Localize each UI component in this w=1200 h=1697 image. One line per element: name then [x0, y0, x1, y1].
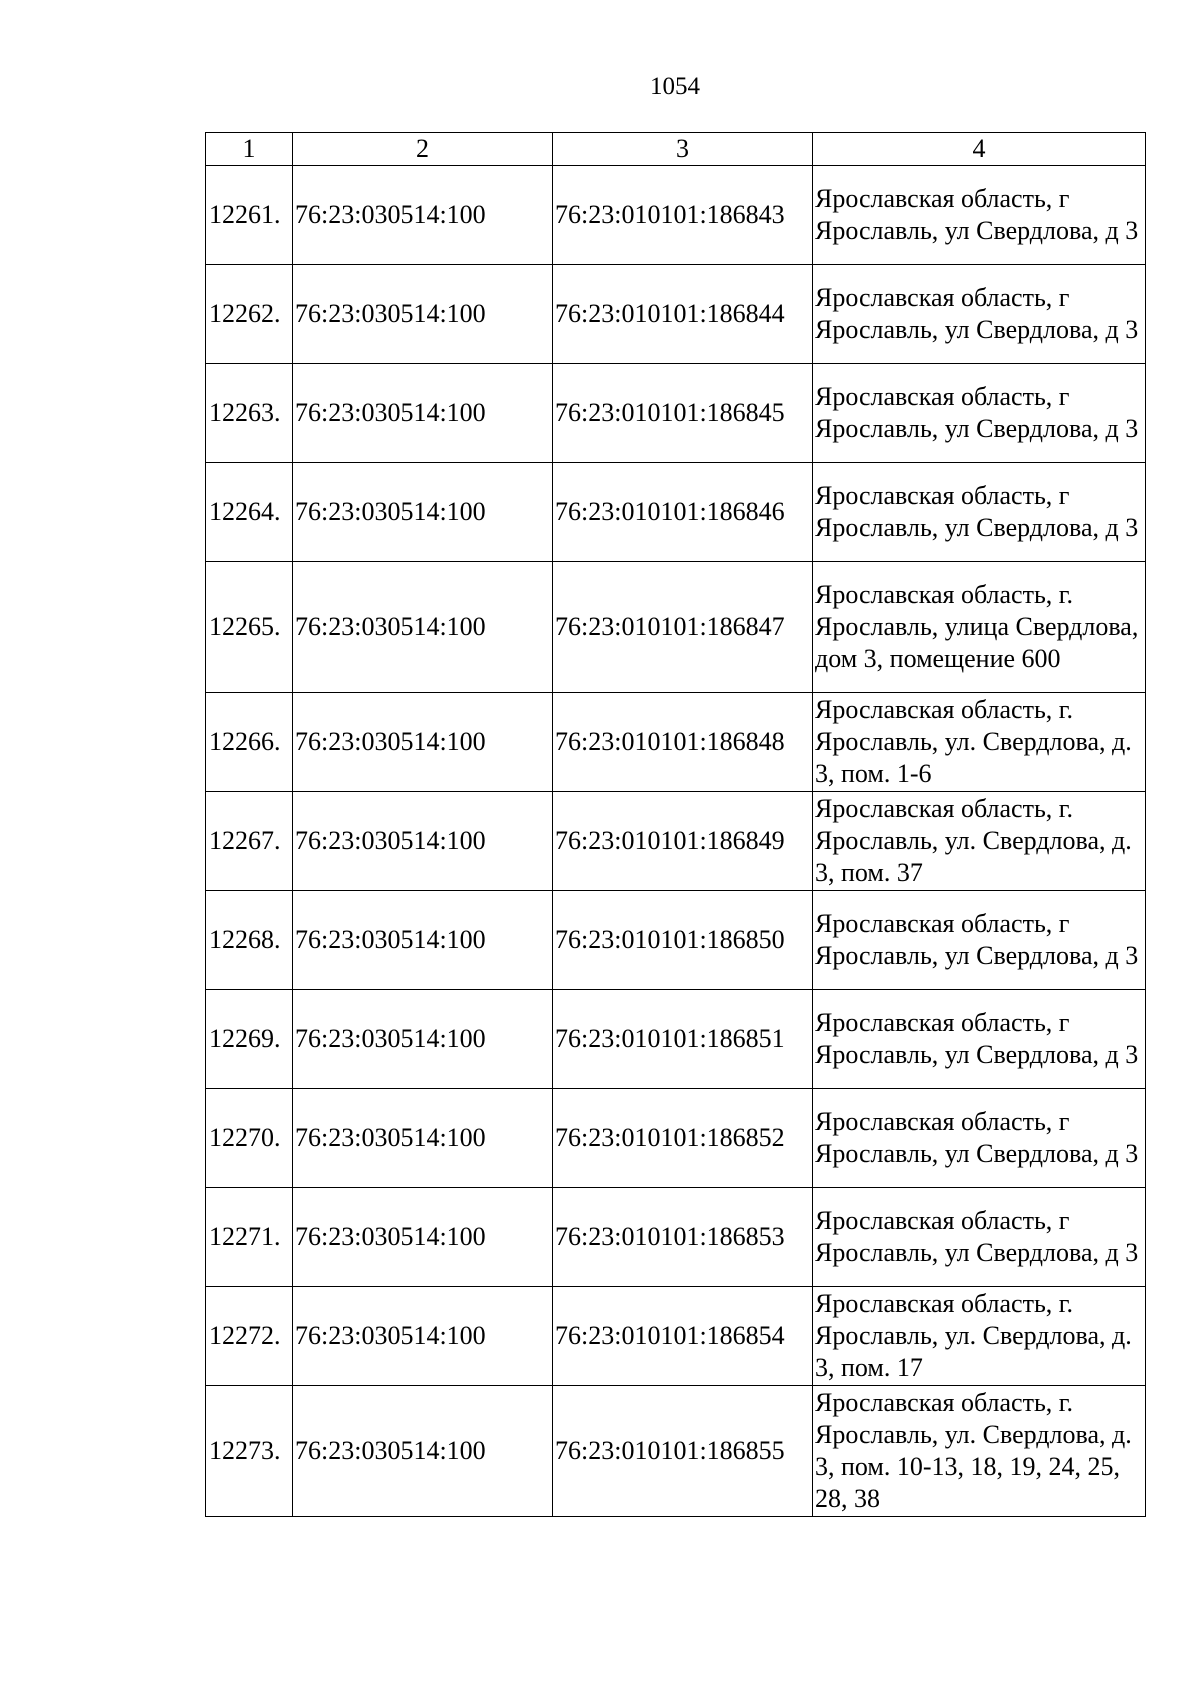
table-row [206, 1188, 1146, 1287]
cadastral-number-parcel: 76:23:030514:100 [293, 166, 553, 265]
address: Ярославская область, г Ярославль, ул Свердлова, д 3 [813, 1188, 1146, 1287]
row-number: 12268. [206, 891, 293, 990]
address: Ярославская область, г Ярославль, ул Свердлова, д 3 [813, 1089, 1146, 1188]
cadastral-number-parcel: 76:23:030514:100 [293, 265, 553, 364]
table-row [206, 265, 1146, 364]
table-row [206, 891, 1146, 990]
address: Ярославская область, г Ярославль, ул Свердлова, д 3 [813, 990, 1146, 1089]
cadastral-number-object: 76:23:010101:186852 [553, 1089, 813, 1188]
cadastral-number-object: 76:23:010101:186851 [553, 990, 813, 1089]
address: Ярославская область, г Ярославль, ул Свердлова, д 3 [813, 166, 1146, 265]
address: Ярославская область, г. Ярославль, ул. Свердлова, д. 3, пом. 37 [813, 792, 1146, 891]
cadastral-number-parcel: 76:23:030514:100 [293, 1287, 553, 1386]
header-cell-1: 1 [206, 133, 293, 166]
cadastral-number-object: 76:23:010101:186845 [553, 364, 813, 463]
header-cell-3: 3 [553, 133, 813, 166]
cadastral-number-object: 76:23:010101:186847 [553, 562, 813, 693]
row-number: 12266. [206, 693, 293, 792]
table-row [206, 693, 1146, 792]
address: Ярославская область, г Ярославль, ул Свердлова, д 3 [813, 891, 1146, 990]
cadastral-number-parcel: 76:23:030514:100 [293, 990, 553, 1089]
cadastral-number-parcel: 76:23:030514:100 [293, 364, 553, 463]
table-row [206, 463, 1146, 562]
table-row [206, 792, 1146, 891]
cadastral-number-object: 76:23:010101:186846 [553, 463, 813, 562]
cadastral-number-parcel: 76:23:030514:100 [293, 1089, 553, 1188]
address: Ярославская область, г. Ярославль, ул. Свердлова, д. 3, пом. 1-6 [813, 693, 1146, 792]
row-number: 12267. [206, 792, 293, 891]
table-header-row [206, 133, 1146, 166]
row-number: 12273. [206, 1386, 293, 1517]
address: Ярославская область, г. Ярославль, ул. Свердлова, д. 3, пом. 10-13, 18, 19, 24, 25, 28, 38 [813, 1386, 1146, 1517]
address: Ярославская область, г. Ярославль, ул. Свердлова, д. 3, пом. 17 [813, 1287, 1146, 1386]
header-cell-2: 2 [293, 133, 553, 166]
cadastral-number-parcel: 76:23:030514:100 [293, 891, 553, 990]
page-number: 1054 [650, 73, 700, 100]
row-number: 12270. [206, 1089, 293, 1188]
cadastral-number-object: 76:23:010101:186853 [553, 1188, 813, 1287]
address: Ярославская область, г Ярославль, ул Свердлова, д 3 [813, 364, 1146, 463]
cadastral-number-object: 76:23:010101:186854 [553, 1287, 813, 1386]
table-row [206, 364, 1146, 463]
registry-table [205, 132, 1146, 1517]
address: Ярославская область, г Ярославль, ул Свердлова, д 3 [813, 265, 1146, 364]
address: Ярославская область, г. Ярославль, улица Свердлова, дом 3, помещение 600 [813, 562, 1146, 693]
table-row [206, 1386, 1146, 1517]
table-row [206, 166, 1146, 265]
cadastral-number-object: 76:23:010101:186848 [553, 693, 813, 792]
cadastral-number-object: 76:23:010101:186855 [553, 1386, 813, 1517]
table-row [206, 562, 1146, 693]
cadastral-number-parcel: 76:23:030514:100 [293, 463, 553, 562]
table-row [206, 990, 1146, 1089]
row-number: 12262. [206, 265, 293, 364]
row-number: 12272. [206, 1287, 293, 1386]
header-cell-4: 4 [813, 133, 1146, 166]
row-number: 12271. [206, 1188, 293, 1287]
row-number: 12261. [206, 166, 293, 265]
row-number: 12269. [206, 990, 293, 1089]
table-row [206, 1089, 1146, 1188]
address: Ярославская область, г Ярославль, ул Свердлова, д 3 [813, 463, 1146, 562]
cadastral-number-object: 76:23:010101:186850 [553, 891, 813, 990]
row-number: 12264. [206, 463, 293, 562]
cadastral-number-parcel: 76:23:030514:100 [293, 1386, 553, 1517]
row-number: 12265. [206, 562, 293, 693]
cadastral-number-object: 76:23:010101:186849 [553, 792, 813, 891]
cadastral-number-parcel: 76:23:030514:100 [293, 1188, 553, 1287]
cadastral-number-parcel: 76:23:030514:100 [293, 792, 553, 891]
cadastral-number-object: 76:23:010101:186844 [553, 265, 813, 364]
cadastral-number-parcel: 76:23:030514:100 [293, 562, 553, 693]
cadastral-number-parcel: 76:23:030514:100 [293, 693, 553, 792]
cadastral-number-object: 76:23:010101:186843 [553, 166, 813, 265]
table-row [206, 1287, 1146, 1386]
row-number: 12263. [206, 364, 293, 463]
